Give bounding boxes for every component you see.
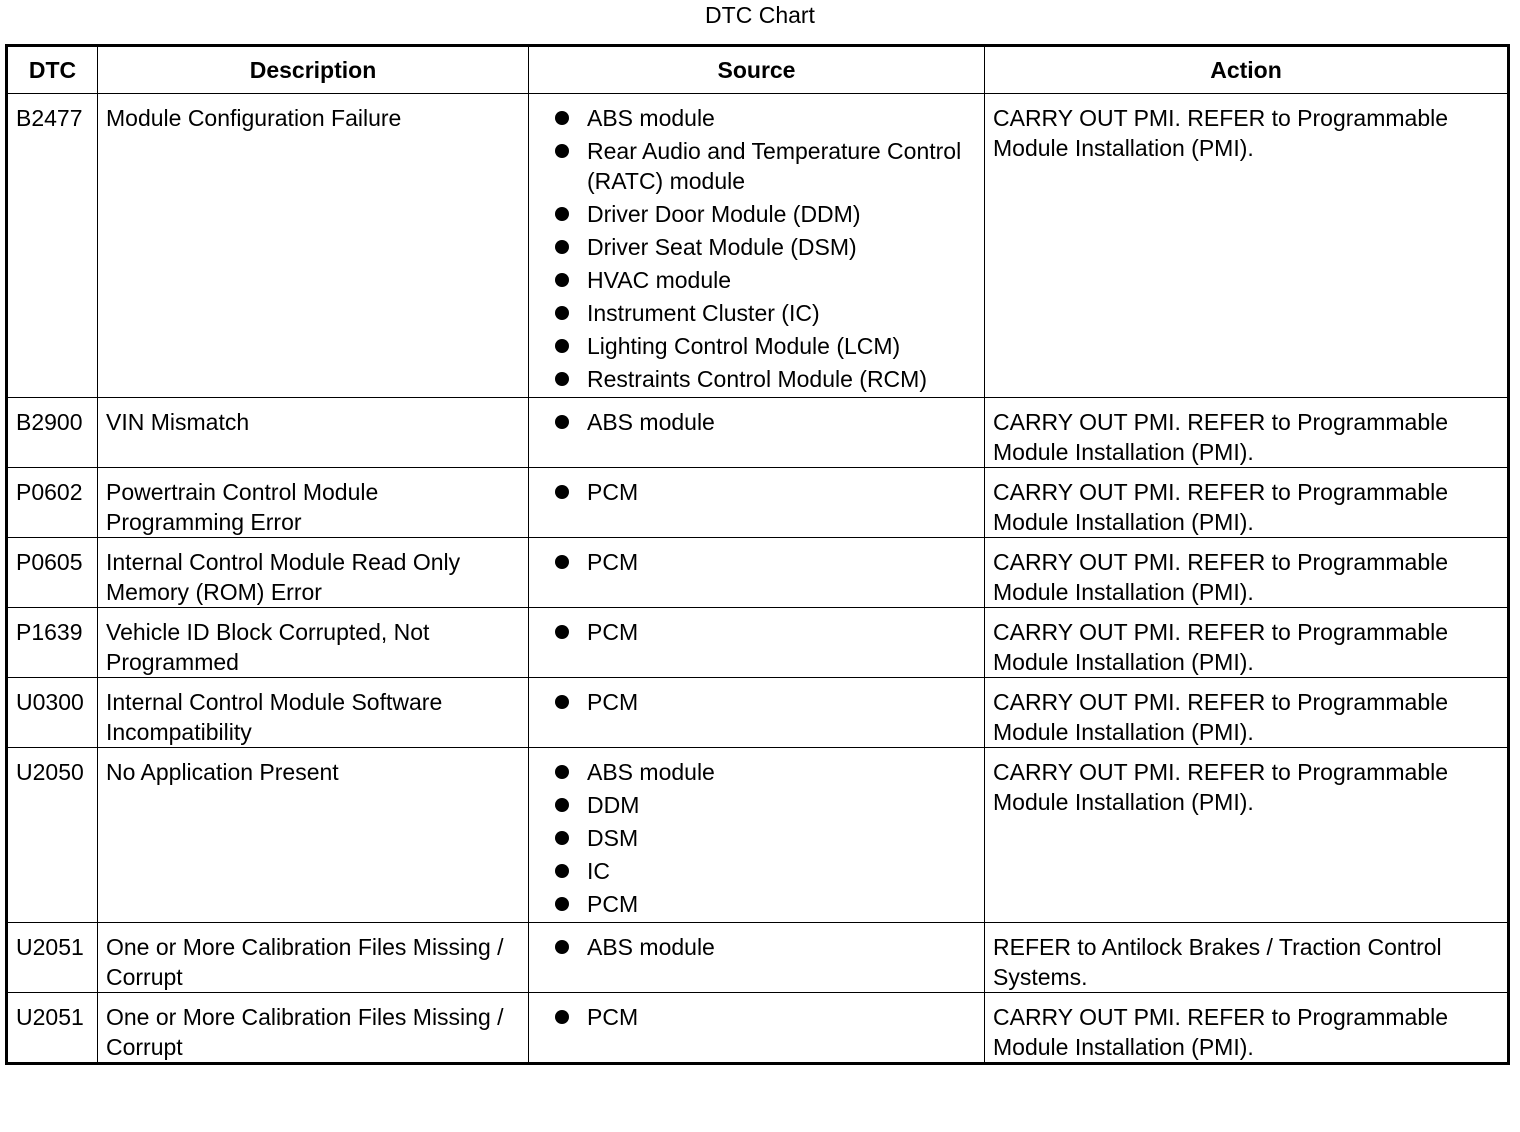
list-item — [537, 232, 976, 262]
table-row — [7, 468, 1509, 538]
dtc-code-cell: U2050 — [7, 748, 98, 923]
table-row — [7, 993, 1509, 1064]
dtc-code-cell: B2900 — [7, 398, 98, 468]
dtc-code-cell: P0602 — [7, 468, 98, 538]
bullet-icon — [555, 555, 569, 569]
dtc-code-cell: B2477 — [7, 94, 98, 398]
action-cell: CARRY OUT PMI. REFER to Programmable Module Installation (PMI). — [985, 608, 1509, 678]
bullet-icon — [555, 485, 569, 499]
source-label: HVAC module — [587, 267, 732, 293]
column-header-source: Source — [529, 46, 985, 94]
source-cell — [529, 608, 985, 678]
table-body — [7, 94, 1509, 1064]
list-item — [537, 407, 976, 437]
source-label: PCM — [587, 1004, 639, 1030]
bullet-icon — [555, 372, 569, 386]
column-header-dtc: DTC — [7, 46, 98, 94]
bullet-icon — [555, 695, 569, 709]
action-cell: CARRY OUT PMI. REFER to Programmable Module Installation (PMI). — [985, 398, 1509, 468]
table-row — [7, 538, 1509, 608]
source-list — [537, 757, 976, 919]
description-cell: VIN Mismatch — [98, 398, 529, 468]
list-item — [537, 856, 976, 886]
bullet-icon — [555, 240, 569, 254]
list-item — [537, 790, 976, 820]
bullet-icon — [555, 273, 569, 287]
dtc-code-cell: U2051 — [7, 993, 98, 1064]
list-item — [537, 1002, 976, 1032]
source-label: Instrument Cluster (IC) — [587, 300, 820, 326]
source-cell — [529, 993, 985, 1064]
action-cell: CARRY OUT PMI. REFER to Programmable Module Installation (PMI). — [985, 538, 1509, 608]
bullet-icon — [555, 625, 569, 639]
bullet-icon — [555, 111, 569, 125]
source-cell — [529, 398, 985, 468]
list-item — [537, 298, 976, 328]
table-row — [7, 94, 1509, 398]
source-list — [537, 617, 976, 647]
action-cell: CARRY OUT PMI. REFER to Programmable Module Installation (PMI). — [985, 993, 1509, 1064]
bullet-icon — [555, 339, 569, 353]
action-cell: CARRY OUT PMI. REFER to Programmable Module Installation (PMI). — [985, 468, 1509, 538]
source-label: PCM — [587, 689, 639, 715]
source-label: Lighting Control Module (LCM) — [587, 333, 901, 359]
source-cell — [529, 923, 985, 993]
bullet-icon — [555, 940, 569, 954]
bullet-icon — [555, 1010, 569, 1024]
list-item — [537, 136, 976, 196]
dtc-code-cell: U0300 — [7, 678, 98, 748]
source-label: ABS module — [587, 934, 715, 960]
table-header-row — [7, 46, 1509, 94]
bullet-icon — [555, 306, 569, 320]
source-list — [537, 477, 976, 507]
list-item — [537, 364, 976, 394]
table-row — [7, 678, 1509, 748]
source-cell — [529, 94, 985, 398]
source-label: PCM — [587, 479, 639, 505]
list-item — [537, 265, 976, 295]
list-item — [537, 103, 976, 133]
action-cell: CARRY OUT PMI. REFER to Programmable Module Installation (PMI). — [985, 94, 1509, 398]
source-label: PCM — [587, 891, 639, 917]
source-label: DDM — [587, 792, 640, 818]
description-cell: Powertrain Control Module Programming Error — [98, 468, 529, 538]
source-label: ABS module — [587, 759, 715, 785]
source-list — [537, 932, 976, 962]
description-cell: No Application Present — [98, 748, 529, 923]
dtc-code-cell: P0605 — [7, 538, 98, 608]
dtc-code-cell: U2051 — [7, 923, 98, 993]
bullet-icon — [555, 207, 569, 221]
source-label: DSM — [587, 825, 639, 851]
source-list — [537, 547, 976, 577]
bullet-icon — [555, 415, 569, 429]
action-cell: REFER to Antilock Brakes / Traction Control Systems. — [985, 923, 1509, 993]
source-label: Driver Seat Module (DSM) — [587, 234, 857, 260]
action-cell: CARRY OUT PMI. REFER to Programmable Module Installation (PMI). — [985, 748, 1509, 923]
source-label: IC — [587, 858, 610, 884]
column-header-description: Description — [98, 46, 529, 94]
source-label: PCM — [587, 619, 639, 645]
source-cell — [529, 468, 985, 538]
bullet-icon — [555, 897, 569, 911]
table-row — [7, 608, 1509, 678]
source-list — [537, 407, 976, 437]
action-cell: CARRY OUT PMI. REFER to Programmable Module Installation (PMI). — [985, 678, 1509, 748]
bullet-icon — [555, 864, 569, 878]
table-row — [7, 398, 1509, 468]
page-title: DTC Chart — [705, 2, 815, 28]
description-cell: Internal Control Module Software Incompatibility — [98, 678, 529, 748]
list-item — [537, 617, 976, 647]
dtc-table — [5, 44, 1510, 1065]
bullet-icon — [555, 831, 569, 845]
list-item — [537, 932, 976, 962]
list-item — [537, 547, 976, 577]
list-item — [537, 687, 976, 717]
source-label: Rear Audio and Temperature Control (RATC) module — [587, 138, 962, 194]
bullet-icon — [555, 765, 569, 779]
column-header-action: Action — [985, 46, 1509, 94]
table-row — [7, 748, 1509, 923]
list-item — [537, 823, 976, 853]
source-cell — [529, 678, 985, 748]
source-label: ABS module — [587, 409, 715, 435]
source-list — [537, 687, 976, 717]
bullet-icon — [555, 798, 569, 812]
description-cell: Vehicle ID Block Corrupted, Not Programmed — [98, 608, 529, 678]
list-item — [537, 757, 976, 787]
description-cell: Module Configuration Failure — [98, 94, 529, 398]
source-label: ABS module — [587, 105, 715, 131]
description-cell: One or More Calibration Files Missing / Corrupt — [98, 923, 529, 993]
list-item — [537, 477, 976, 507]
dtc-code-cell: P1639 — [7, 608, 98, 678]
bullet-icon — [555, 144, 569, 158]
list-item — [537, 889, 976, 919]
list-item — [537, 199, 976, 229]
source-label: PCM — [587, 549, 639, 575]
source-list — [537, 103, 976, 394]
table-row — [7, 923, 1509, 993]
list-item — [537, 331, 976, 361]
source-label: Driver Door Module (DDM) — [587, 201, 861, 227]
source-cell — [529, 538, 985, 608]
source-label: Restraints Control Module (RCM) — [587, 366, 927, 392]
source-list — [537, 1002, 976, 1032]
description-cell: Internal Control Module Read Only Memory (ROM) Error — [98, 538, 529, 608]
source-cell — [529, 748, 985, 923]
description-cell: One or More Calibration Files Missing / Corrupt — [98, 993, 529, 1064]
